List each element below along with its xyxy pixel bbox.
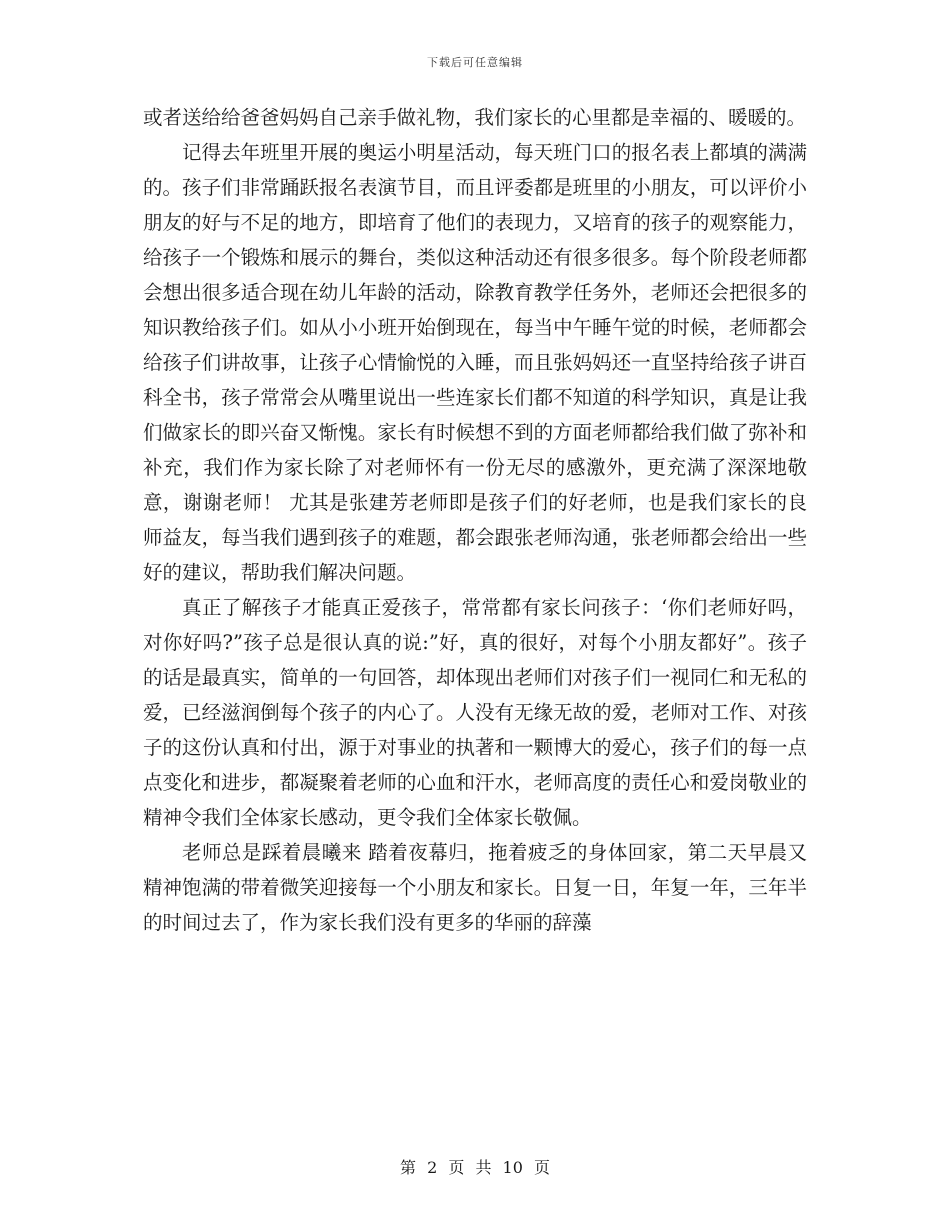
paragraph-olympic-activity: 记得去年班里开展的奥运小明星活动，每天班门口的报名表上都填的满满的。孩子们非常踊跃报名表演节目，而且评委都是班里的小朋友，可以评价小朋友的好与不足的地方，即培育了他们的表现力，又培育的孩子的观察能力，给孩子一个锻炼和展示的舞台，类似这种活动还有很多很多。每个阶段老师都会想出很多适合现在幼儿年龄的活动，除教育教学任务外，老师还会把很多的知识教给孩子们。如从小小班开始倒现在，每当中午睡午觉的时候，老师都会给孩子们讲故事，让孩子心情愉悦的入睡，而且张妈妈还一直坚持给孩子讲百科全书，孩子常常会从嘴里说出一些连家长们都不知道的科学知识，真是让我们做家长的即兴奋又惭愧。家长有时候想不到的方面老师都给我们做了弥补和补充，我们作为家长除了对老师怀有一份无尽的感激外，更充满了深深地敬意，谢谢老师！ 尤其是张建芳老师即是孩子们的好老师，也是我们家长的良师益友，每当我们遇到孩子的难题，都会跟张老师沟通，张老师都会给出一些好的建议，帮助我们解决问题。 bbox=[143, 141, 807, 584]
page-header: 下载后可任意编辑 bbox=[427, 56, 523, 69]
page-footer: 第 2 页 共 10 页 bbox=[400, 1158, 550, 1177]
paragraph-teacher-dedication: 老师总是踩着晨曦来 踏着夜幕归，拖着疲乏的身体回家，第二天早晨又精神饱满的带着微笑迎接每一个小朋友和家长。日复一日，年复一年，三年半的时间过去了，作为家长我们没有更多的华丽的辞藻 bbox=[143, 841, 807, 934]
paragraph-continued: 或者送给给爸爸妈妈自己亲手做礼物，我们家长的心里都是幸福的、暖暖的。 bbox=[143, 106, 807, 129]
document-body bbox=[143, 100, 807, 940]
paragraph-understanding-children: 真正了解孩子才能真正爱孩子，常常都有家长问孩子：‘你们老师好吗，对你好吗?”孩子总是很认真的说:”好，真的很好，对每个小朋友都好”。孩子的话是最真实，简单的一句回答，却体现出老师们对孩子们一视同仁和无私的爱，已经滋润倒每个孩子的内心了。人没有无缘无故的爱，老师对工作、对孩子的这份认真和付出，源于对事业的执著和一颗博大的爱心，孩子们的每一点点变化和进步，都凝聚着老师的心血和汗水，老师高度的责任心和爱岗敬业的精神令我们全体家长感动，更令我们全体家长敬佩。 bbox=[143, 596, 807, 829]
